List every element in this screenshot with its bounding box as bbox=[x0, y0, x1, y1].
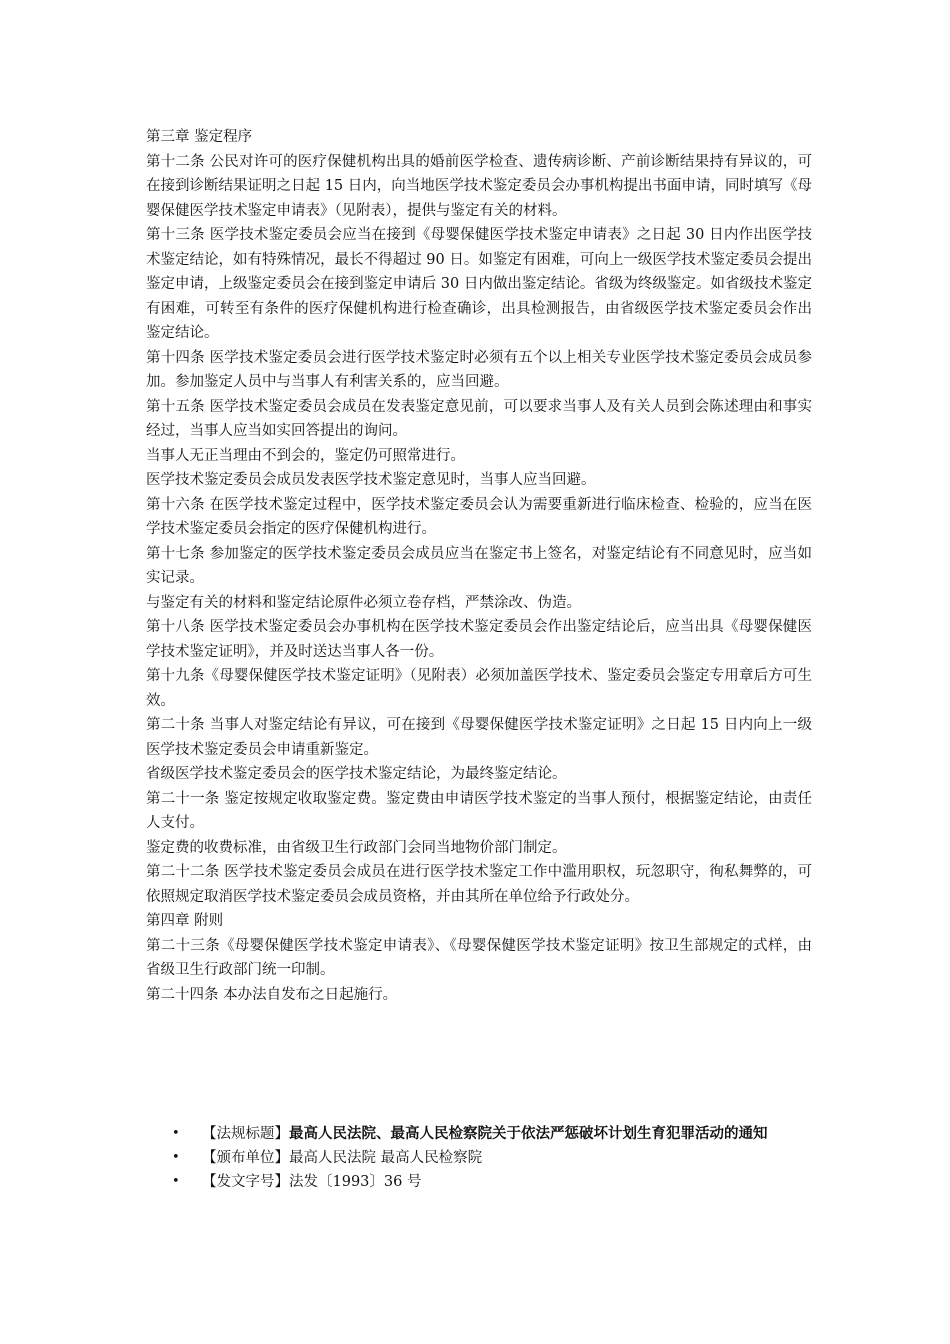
law-docno-item bbox=[172, 1170, 812, 1194]
article-paragraph: 医学技术鉴定委员会成员发表医学技术鉴定意见时，当事人应当回避。 bbox=[146, 472, 596, 488]
regulation-body bbox=[146, 125, 812, 1007]
article-paragraph: 第二十条 当事人对鉴定结论有异议，可在接到《母婴保健医学技术鉴定证明》之日起 15 日内向上一级医学技术鉴定委员会申请重新鉴定。 bbox=[146, 717, 812, 758]
law-docno-key: 【发文字号】 bbox=[202, 1174, 289, 1190]
law-info-list bbox=[172, 1122, 812, 1194]
article-paragraph: 鉴定费的收费标准，由省级卫生行政部门会同当地物价部门制定。 bbox=[146, 839, 567, 856]
article-paragraph: 与鉴定有关的材料和鉴定结论原件必须立卷存档，严禁涂改、伪造。 bbox=[146, 594, 581, 611]
article-paragraph: 第十四条 医学技术鉴定委员会进行医学技术鉴定时必须有五个以上相关专业医学技术鉴定委员会成员参加。参加鉴定人员中与当事人有利害关系的，应当回避。 bbox=[146, 349, 812, 390]
article-paragraph: 第十七条 参加鉴定的医学技术鉴定委员会成员应当在鉴定书上签名，对鉴定结论有不同意见时，应当如实记录。 bbox=[146, 545, 812, 586]
law-title-value: 最高人民法院、最高人民检察院关于依法严惩破坏计划生育犯罪活动的通知 bbox=[289, 1125, 768, 1142]
chapter-heading: 第三章 鉴定程序 bbox=[146, 129, 253, 145]
article-paragraph: 第二十四条 本办法自发布之日起施行。 bbox=[146, 986, 398, 1003]
article-paragraph: 当事人无正当理由不到会的，鉴定仍可照常进行。 bbox=[146, 447, 465, 464]
article-paragraph: 第十九条《母婴保健医学技术鉴定证明》（见附表）必须加盖医学技术、鉴定委员会鉴定专用章后方可生效。 bbox=[146, 668, 812, 709]
bullet-icon: • bbox=[172, 1174, 180, 1189]
article-paragraph: 第二十二条 医学技术鉴定委员会成员在进行医学技术鉴定工作中滥用职权，玩忽职守，徇私舞弊的，可依照规定取消医学技术鉴定委员会成员资格，并由其所在单位给予行政处分。 bbox=[146, 864, 812, 905]
bullet-icon: • bbox=[172, 1126, 180, 1141]
law-title-item bbox=[172, 1122, 812, 1146]
article-paragraph: 第十二条 公民对许可的医疗保健机构出具的婚前医学检查、遗传病诊断、产前诊断结果持有异议的，可在接到诊断结果证明之日起 15 日内，向当地医学技术鉴定委员会办事机构提出书面申请，同时填写《母婴保健医学技术鉴定申请表》（见附表），提供与鉴定有关的材料。 bbox=[146, 153, 812, 219]
chapter-heading: 第四章 附则 bbox=[146, 913, 224, 929]
article-paragraph: 第十六条 在医学技术鉴定过程中，医学技术鉴定委员会认为需要重新进行临床检查、检验的，应当在医学技术鉴定委员会指定的医疗保健机构进行。 bbox=[146, 496, 812, 537]
article-paragraph: 第十五条 医学技术鉴定委员会成员在发表鉴定意见前，可以要求当事人及有关人员到会陈述理由和事实经过，当事人应当如实回答提出的询问。 bbox=[146, 398, 812, 439]
law-title-key: 【法规标题】 bbox=[202, 1126, 289, 1142]
article-paragraph: 第二十一条 鉴定按规定收取鉴定费。鉴定费由申请医学技术鉴定的当事人预付，根据鉴定结论，由责任人支付。 bbox=[146, 790, 812, 831]
bullet-icon: • bbox=[172, 1150, 180, 1165]
law-docno-value: 法发〔1993〕36 号 bbox=[289, 1174, 422, 1190]
article-paragraph: 第十八条 医学技术鉴定委员会办事机构在医学技术鉴定委员会作出鉴定结论后，应当出具《母婴保健医学技术鉴定证明》，并及时送达当事人各一份。 bbox=[146, 619, 812, 660]
law-issuer-value: 最高人民法院 最高人民检察院 bbox=[289, 1150, 483, 1166]
law-issuer-item bbox=[172, 1146, 812, 1170]
article-paragraph: 省级医学技术鉴定委员会的医学技术鉴定结论，为最终鉴定结论。 bbox=[146, 766, 567, 782]
article-paragraph: 第二十三条《母婴保健医学技术鉴定申请表》、《母婴保健医学技术鉴定证明》按卫生部规定的式样，由省级卫生行政部门统一印制。 bbox=[146, 937, 812, 978]
article-paragraph: 第十三条 医学技术鉴定委员会应当在接到《母婴保健医学技术鉴定申请表》之日起 30 日内作出医学技术鉴定结论，如有特殊情况，最长不得超过 90 日。如鉴定有困难，可向上一级医学技术鉴定委员会提出鉴定申请，上级鉴定委员会在接到鉴定申请后 30 日内做出鉴定结论。省级为终级鉴定。如省级技术鉴定有困难，可转至有条件的医疗保健机构进行检查确诊，出具检测报告，由省级医学技术鉴定委员会作出鉴定结论。 bbox=[146, 227, 812, 341]
law-issuer-key: 【颁布单位】 bbox=[202, 1150, 289, 1166]
